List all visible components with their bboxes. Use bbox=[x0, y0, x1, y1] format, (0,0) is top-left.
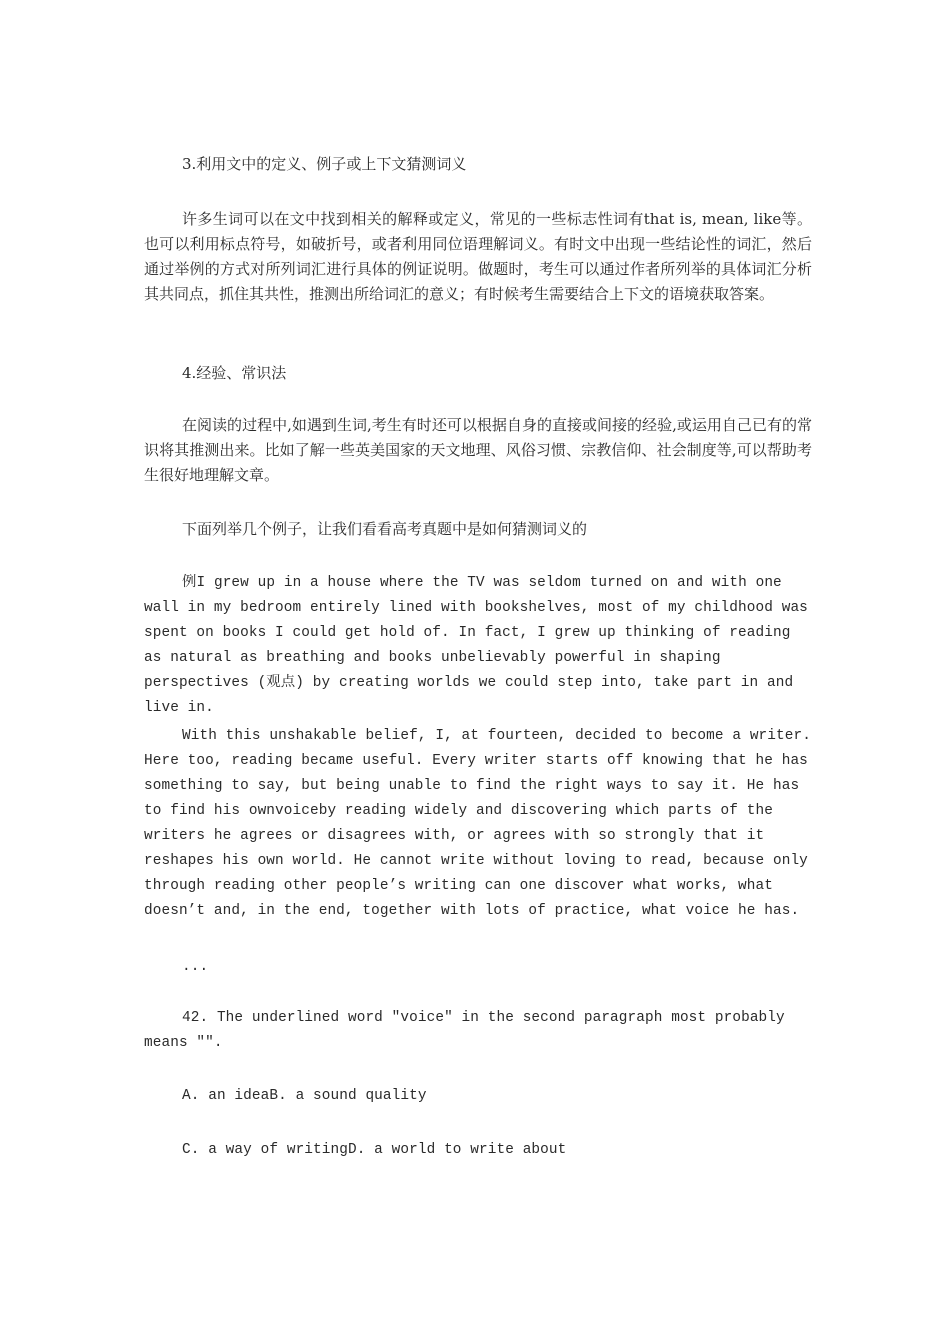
paragraph-experience-method: 在阅读的过程中,如遇到生词,考生有时还可以根据自身的直接或间接的经验,或运用自己已有的常识将其推测出来。比如了解一些英美国家的天文地理、风俗习惯、宗教信仰、社会制度等,可以帮助考生很好地理解文章。 bbox=[144, 416, 812, 484]
paragraph-context-guessing: 许多生词可以在文中找到相关的解释或定义，常见的一些标志性词有that is, mean, like等。也可以利用标点符号，如破折号，或者利用同位语理解词义。有时文中出现一些结论性的词汇，然后通过举例的方式对所列词汇进行具体的例证说明。做题时，考生可以通过作者所列举的具体词汇分析其共同点，抓住其共性，推测出所给词汇的意义；有时候考生需要结合上下文的语境获取答案。 bbox=[144, 210, 812, 303]
example-paragraph-2: With this unshakable belief, I, at fourteen, decided to become a writer. Here too, reading became useful. Every writer starts off knowing that he has something to say, but being unable to find the right ways to say it. He has to find his ownvoiceby reading widely and discovering which parts of the writers he agrees or disagrees with, or agrees with so strongly that it reshapes his own world. He cannot write without loving to read, because only through reading other people’s writing can one discover what works, what doesn’t and, in the end, together with lots of practice, what voice he has. bbox=[144, 728, 811, 919]
ellipsis: ... bbox=[182, 959, 209, 975]
example-paragraph-1: 例I grew up in a house where the TV was seldom turned on and with one wall in my bedroom entirely lined with bookshelves, most of my childhood was spent on books I could get hold of. In fact, I grew up thinking of reading as natural as breathing and books unbelievably powerful in shaping perspectives (观点) by creating worlds we could step into, take part in and live in. bbox=[144, 575, 808, 716]
section-heading-3: 3.利用文中的定义、例子或上下文猜测词义 bbox=[182, 155, 467, 173]
question-options-c-d: C. a way of writingD. a world to write about bbox=[182, 1142, 567, 1158]
question-options-a-b: A. an ideaB. a sound quality bbox=[182, 1088, 427, 1104]
examples-intro: 下面列举几个例子，让我们看看高考真题中是如何猜测词义的 bbox=[182, 520, 588, 538]
section-heading-4: 4.经验、常识法 bbox=[182, 364, 287, 382]
question-stem: 42. The underlined word "voice" in the second paragraph most probably means "". bbox=[144, 1010, 785, 1051]
